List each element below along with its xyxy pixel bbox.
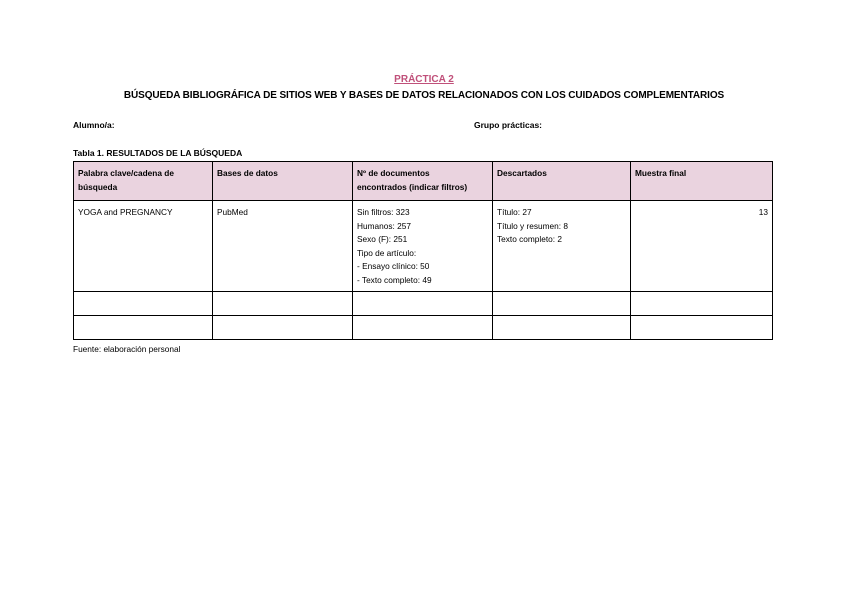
table-header-row [74, 162, 773, 201]
page-title: BÚSQUEDA BIBLIOGRÁFICA DE SITIOS WEB Y BASES DE DATOS RELACIONADOS CON LOS CUIDADOS COMPLEMENTARIOS [123, 90, 725, 101]
documents-line: Tipo de artículo: [357, 247, 417, 258]
empty-cell [493, 292, 631, 316]
documents-line: - Ensayo clínico: 50 [357, 261, 430, 271]
header-keyword-line: búsqueda [78, 181, 118, 192]
header-keyword-line: Palabra clave/cadena de [78, 168, 174, 178]
empty-cell [493, 316, 631, 340]
documents-line: Humanos: 257 [357, 220, 411, 231]
discarded-line: Título: 27 [497, 207, 532, 217]
header-keyword [74, 162, 213, 201]
header-final-sample-line: Muestra final [635, 168, 687, 178]
cell-keyword: YOGA and PREGNANCY [74, 201, 213, 292]
cell-discarded [493, 201, 631, 292]
cell-final-sample: 13 [631, 201, 773, 292]
table-row-empty [74, 316, 773, 340]
cell-database: PubMed [213, 201, 353, 292]
practice-title: PRÁCTICA 2 [394, 74, 454, 85]
empty-cell [631, 316, 773, 340]
table-row-empty [74, 292, 773, 316]
discarded-line: Texto completo: 2 [497, 234, 563, 244]
empty-cell [353, 292, 493, 316]
empty-cell [74, 292, 213, 316]
header-database [213, 162, 353, 201]
group-label: Grupo prácticas: [474, 120, 543, 130]
header-documents-line: encontrados (indicar filtros) [357, 181, 468, 192]
empty-cell [631, 292, 773, 316]
header-discarded [493, 162, 631, 201]
header-documents [353, 162, 493, 201]
cell-documents [353, 201, 493, 292]
header-final-sample [631, 162, 773, 201]
empty-cell [74, 316, 213, 340]
header-documents-line: Nº de documentos [357, 168, 430, 178]
source-note: Fuente: elaboración personal [73, 344, 181, 354]
documents-line: Sin filtros: 323 [357, 207, 410, 217]
table-caption: Tabla 1. RESULTADOS DE LA BÚSQUEDA [73, 148, 243, 158]
results-table [73, 161, 773, 340]
empty-cell [353, 316, 493, 340]
header-database-line: Bases de datos [217, 168, 278, 178]
documents-line: - Texto completo: 49 [357, 274, 432, 285]
empty-cell [213, 316, 353, 340]
empty-cell [213, 292, 353, 316]
discarded-line: Título y resumen: 8 [497, 220, 569, 231]
table-row [74, 201, 773, 292]
student-label: Alumno/a: [73, 120, 115, 130]
documents-line: Sexo (F): 251 [357, 234, 408, 244]
header-discarded-line: Descartados [497, 168, 547, 178]
